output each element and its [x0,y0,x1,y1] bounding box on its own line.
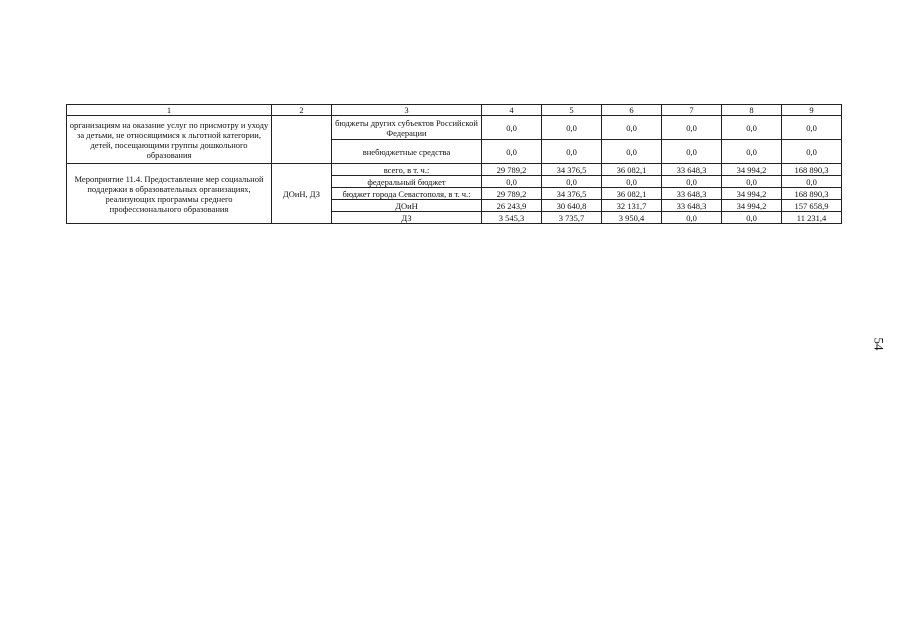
value-cell: 33 648,3 [662,200,722,212]
value-cell: 0,0 [542,140,602,164]
value-cell: 0,0 [602,176,662,188]
table-header-row [67,105,842,116]
table-row [67,116,842,140]
value-cell: 0,0 [482,176,542,188]
value-cell: 0,0 [662,176,722,188]
funding-source: ДЗ [332,212,482,224]
header-col-4: 4 [482,105,542,116]
value-cell: 0,0 [722,176,782,188]
measure-description: организациям на оказание услуг по присмотру и уходу за детьми, не относящимися к льготной категории, детей, посещающими группы дошкольного образования [67,116,272,164]
value-cell: 36 082,1 [602,164,662,176]
header-col-8: 8 [722,105,782,116]
table-row [67,164,842,176]
header-col-2: 2 [272,105,332,116]
value-cell: 0,0 [782,140,842,164]
value-cell: 34 376,5 [542,188,602,200]
value-cell: 0,0 [542,116,602,140]
value-cell: 34 994,2 [722,200,782,212]
header-col-7: 7 [662,105,722,116]
value-cell: 30 640,8 [542,200,602,212]
value-cell: 0,0 [782,116,842,140]
value-cell: 0,0 [782,176,842,188]
value-cell: 0,0 [662,212,722,224]
measure-description: Мероприятие 11.4. Предоставление мер социальной поддержки в образовательных организациях, реализующих программы среднего профессионального образования [67,164,272,224]
header-col-1: 1 [67,105,272,116]
funding-source: федеральный бюджет [332,176,482,188]
value-cell: 33 648,3 [662,164,722,176]
value-cell: 0,0 [662,116,722,140]
header-col-9: 9 [782,105,842,116]
value-cell: 3 545,3 [482,212,542,224]
value-cell: 0,0 [722,116,782,140]
funding-source: внебюджетные средства [332,140,482,164]
page-number: 54 [871,337,887,351]
value-cell: 29 789,2 [482,188,542,200]
budget-table-sheet [66,104,842,224]
value-cell: 0,0 [482,116,542,140]
value-cell: 33 648,3 [662,188,722,200]
value-cell: 168 890,3 [782,164,842,176]
header-col-5: 5 [542,105,602,116]
value-cell: 0,0 [722,212,782,224]
value-cell: 34 994,2 [722,164,782,176]
executor: ДОиН, ДЗ [272,164,332,224]
header-col-3: 3 [332,105,482,116]
header-col-6: 6 [602,105,662,116]
funding-source: бюджет города Севастополя, в т. ч.: [332,188,482,200]
value-cell: 11 231,4 [782,212,842,224]
funding-source: всего, в т. ч.: [332,164,482,176]
value-cell: 0,0 [542,176,602,188]
value-cell: 26 243,9 [482,200,542,212]
value-cell: 34 376,5 [542,164,602,176]
value-cell: 0,0 [662,140,722,164]
value-cell: 3 735,7 [542,212,602,224]
value-cell: 0,0 [722,140,782,164]
value-cell: 0,0 [602,140,662,164]
value-cell: 36 082,1 [602,188,662,200]
value-cell: 29 789,2 [482,164,542,176]
value-cell: 3 950,4 [602,212,662,224]
executor [272,116,332,164]
value-cell: 157 658,9 [782,200,842,212]
funding-source: ДОиН [332,200,482,212]
value-cell: 0,0 [602,116,662,140]
funding-source: бюджеты других субъектов Российской Федерации [332,116,482,140]
value-cell: 34 994,2 [722,188,782,200]
value-cell: 168 890,3 [782,188,842,200]
value-cell: 0,0 [482,140,542,164]
value-cell: 32 131,7 [602,200,662,212]
budget-table [66,104,842,224]
